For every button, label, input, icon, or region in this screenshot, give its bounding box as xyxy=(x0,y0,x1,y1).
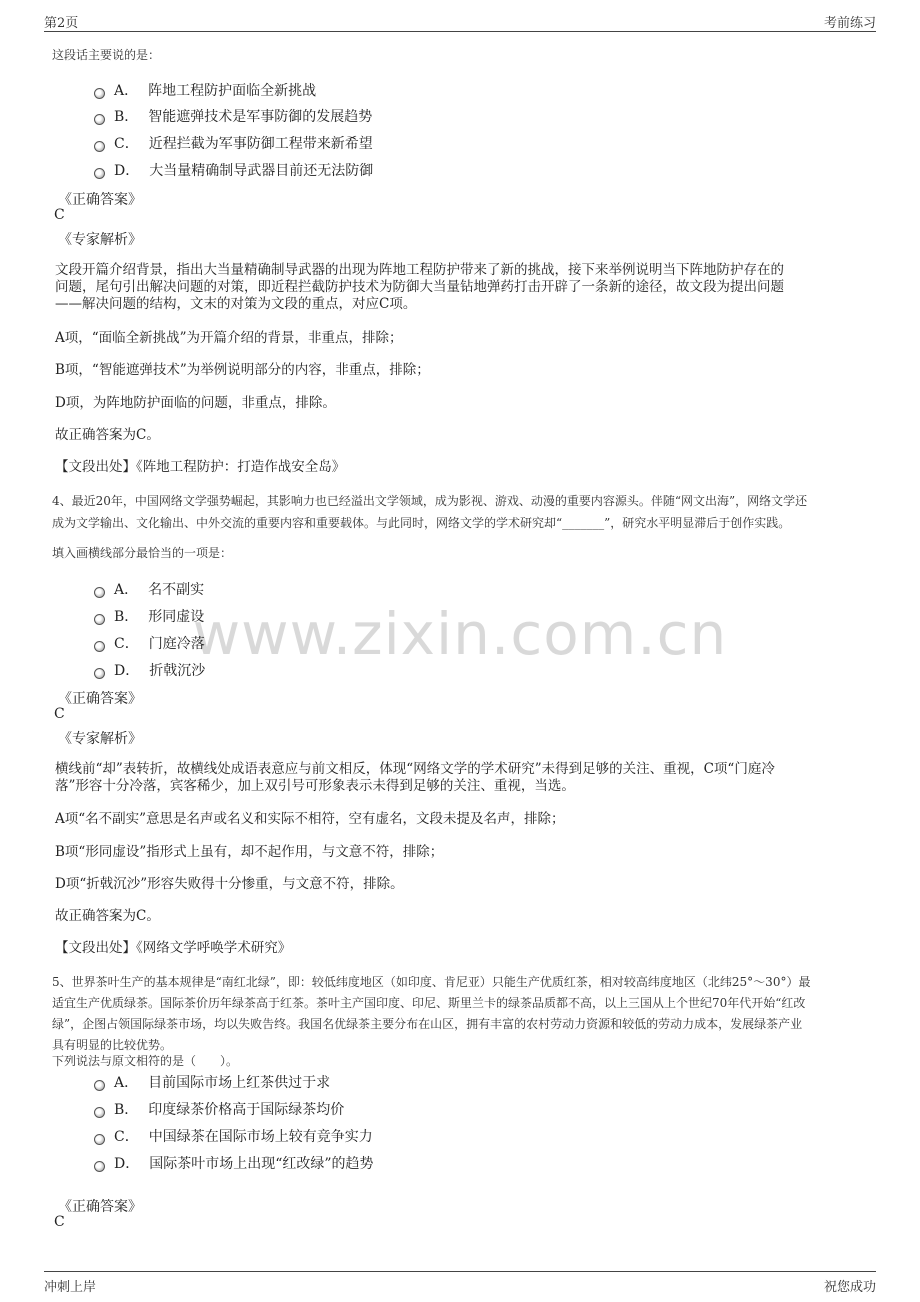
q3-option-d[interactable]: D． 大当量精确制导武器目前还无法防御 xyxy=(94,160,373,180)
radio-icon[interactable] xyxy=(94,168,105,179)
q5-option-c[interactable]: C． 中国绿茶在国际市场上较有竞争实力 xyxy=(94,1126,373,1146)
watermark: www.zixin.com.cn xyxy=(192,600,728,668)
q3-option-b[interactable]: B． 智能遮弹技术是军事防御的发展趋势 xyxy=(94,106,372,126)
radio-icon[interactable] xyxy=(94,114,105,125)
q3-point-a: A项，“面临全新挑战”为开篇介绍的背景，非重点，排除； xyxy=(55,330,403,346)
footer-left: 冲刺上岸 xyxy=(44,1280,97,1295)
q4-answer-label: 《正确答案》 xyxy=(58,691,142,707)
footer-rule xyxy=(44,1271,876,1272)
q3-option-c[interactable]: C． 近程拦截为军事防御工程带来新希望 xyxy=(94,133,373,153)
q5-stem: 5、世界茶叶生产的基本规律是“南红北绿”，即：较低纬度地区（如印度、肯尼亚）只能生产优质红茶，相对较高纬度地区（北纬25°～30°）最 适宜生产优质绿茶。国际茶价历年绿茶高于红茶。茶叶主产国印度、印尼、斯里兰卡的绿茶品质都不高，以上三国从上个世纪70年代开始“红改 绿”，企图占领国际绿茶市场，均以失败告终。我国名优绿茶主要分布在山区，拥有丰富的农村劳动力资源和较低的劳动力成本，发展绿茶产业 具有明显的比较优势。 xyxy=(52,975,811,1052)
q3-source: 【文段出处】《阵地工程防护：打造作战安全岛》 xyxy=(55,459,346,475)
q4-stem: 4、最近20年，中国网络文学强势崛起，其影响力也已经溢出文学领域，成为影视、游戏、动漫的重要内容源头。伴随“网文出海”，网络文学还 成为文学输出、文化输出、中外交流的重要内容和重要载体。与此同时，网络文学的学术研究却“_______”，研究水平明显滞后于创作实践。 xyxy=(52,494,808,530)
radio-icon[interactable] xyxy=(94,1134,105,1145)
q3-analysis-label: 《专家解析》 xyxy=(58,232,142,248)
q4-point-a: A项“名不副实”意思是名声或名义和实际不相符，空有虚名，文段未提及名声，排除； xyxy=(55,811,565,827)
q3-prompt: 这段话主要说的是： xyxy=(52,48,161,62)
radio-icon[interactable] xyxy=(94,1107,105,1118)
q5-answer: C xyxy=(54,1214,65,1230)
q4-prompt: 填入画横线部分最恰当的一项是： xyxy=(52,546,233,560)
q5-option-a[interactable]: A． 目前国际市场上红茶供过于求 xyxy=(94,1072,330,1092)
q4-option-c[interactable]: C． 门庭冷落 xyxy=(94,633,205,653)
q3-answer: C xyxy=(54,207,65,223)
q3-point-d: D项，为阵地防护面临的问题，非重点，排除。 xyxy=(55,395,336,411)
q4-answer: C xyxy=(54,706,65,722)
q4-conclusion: 故正确答案为C。 xyxy=(55,908,160,924)
radio-icon[interactable] xyxy=(94,587,105,598)
header-title: 考前练习 xyxy=(823,16,876,31)
radio-icon[interactable] xyxy=(94,88,105,99)
q5-prompt: 下列说法与原文相符的是（ ）。 xyxy=(52,1054,239,1068)
q4-source: 【文段出处】《网络文学呼唤学术研究》 xyxy=(55,940,292,956)
q3-conclusion: 故正确答案为C。 xyxy=(55,427,160,443)
radio-icon[interactable] xyxy=(94,641,105,652)
q3-point-b: B项，“智能遮弹技术”为举例说明部分的内容，非重点，排除； xyxy=(55,362,430,378)
footer-right: 祝您成功 xyxy=(823,1280,876,1295)
q3-analysis: 文段开篇介绍背景，指出大当量精确制导武器的出现为阵地工程防护带来了新的挑战，接下来举例说明当下阵地防护存在的 问题，尾句引出解决问题的对策，即近程拦截防护技术为防御大当量钻地弹药打击开辟了一条新的途径，故文段为提出问题 ——解决问题的结构，文末的对策为文段的重点，对应C项。 xyxy=(55,262,784,312)
header-rule xyxy=(44,31,876,32)
q4-option-d[interactable]: D． 折戟沉沙 xyxy=(94,660,205,680)
q4-option-a[interactable]: A． 名不副实 xyxy=(94,579,204,599)
radio-icon[interactable] xyxy=(94,141,105,152)
q5-answer-label: 《正确答案》 xyxy=(58,1199,142,1215)
radio-icon[interactable] xyxy=(94,614,105,625)
q4-option-b[interactable]: B． 形同虚设 xyxy=(94,606,204,626)
q4-point-b: B项“形同虚设”指形式上虽有，却不起作用，与文意不符，排除； xyxy=(55,844,444,860)
radio-icon[interactable] xyxy=(94,1161,105,1172)
q5-option-d[interactable]: D． 国际茶叶市场上出现“红改绿”的趋势 xyxy=(94,1153,374,1173)
q4-point-d: D项“折戟沉沙”形容失败得十分惨重，与文意不符，排除。 xyxy=(55,876,404,892)
q3-answer-label: 《正确答案》 xyxy=(58,192,142,208)
q5-option-b[interactable]: B． 印度绿茶价格高于国际绿茶均价 xyxy=(94,1099,344,1119)
page-number: 第2页 xyxy=(44,16,79,31)
radio-icon[interactable] xyxy=(94,668,105,679)
q4-analysis-label: 《专家解析》 xyxy=(58,731,142,747)
q4-analysis: 横线前“却”表转折，故横线处成语表意应与前文相反，体现“网络文学的学术研究”未得到足够的关注、重视，C项“门庭冷 落”形容十分冷落，宾客稀少，加上双引号可形象表示未得到足够的关注、重视，当选。 xyxy=(55,761,775,794)
q3-option-a[interactable]: A． 阵地工程防护面临全新挑战 xyxy=(94,80,316,100)
radio-icon[interactable] xyxy=(94,1080,105,1091)
